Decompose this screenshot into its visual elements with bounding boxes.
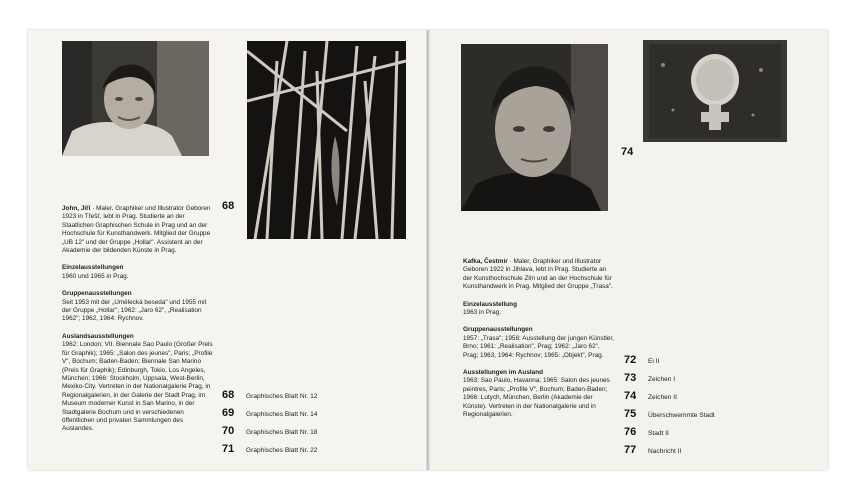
catalog-item: 73 Zeichen I: [624, 372, 676, 384]
section-heading: Gruppenausstellungen: [463, 326, 533, 334]
figure-number-left: 68: [222, 200, 235, 212]
bio-section: Gruppenausstellungen 1957: „Trasa"; 1958: Ausstellung der jungen Künstler, Brno; 1961: „Realisation", Prag; 1962: „Jaro 62", Prag; 1963, 1964: Rychnov; 1965: „Objekt", Prag.: [463, 326, 614, 359]
bio-section: Einzelausstellung 1963 in Prag.: [463, 301, 615, 318]
artist-name: John, Jiří: [62, 205, 91, 212]
catalog-list-right: [624, 354, 715, 462]
bio-section: Gruppenausstellungen Seit 1953 mit der „Umělecká beseda" und 1955 mit der Gruppe „Hollar"; 1962: „Jaro 62", „Realisation 1962"; 1962, 1964: Rychnov.: [62, 290, 214, 324]
section-heading: Auslandsausstellungen: [62, 332, 134, 340]
catalog-item: 72 Ei II: [624, 354, 660, 366]
portrait-photo-kafka: [461, 44, 608, 211]
portrait-photo-john: [62, 41, 209, 156]
catalog-item: 75 Überschwemmte Stadt: [624, 408, 715, 420]
catalog-item: 74 Zeichen II: [624, 390, 677, 402]
book-spine: [426, 30, 430, 470]
catalog-item: 77 Nachricht II: [624, 444, 682, 456]
catalog-item: 71 Graphisches Blatt Nr. 22: [222, 443, 318, 455]
bio-intro: Kafka, Čestmír · Maler, Graphiker und Illustrator Geboren 1922 in Jihlava, lebt in Prag. Studierte an der Kunsthochschule Zlín und an der Hochschule für Kunsthandwerk in Prag. Mitglied der Gruppe „Trasa".: [463, 258, 613, 291]
catalog-item: 68 Graphisches Blatt Nr. 12: [222, 389, 318, 401]
section-heading: Einzelausstellungen: [62, 264, 124, 272]
catalog-item: 69 Graphisches Blatt Nr. 14: [222, 407, 318, 419]
bio-section: Auslandsausstellungen 1962: London; VII. Biennale Sao Paulo (Großer Preis für Graphik); 1965: „Salon des jeunes", Paris; „Profile V", Bochum; Baden-Baden; Biennale San Marino (Preis für Graphik); Edinburgh, Tokio, Los Angeles, München; 1966: Stockholm, Uppsala, West-Berlin, Mexiko-City. Vertreten in der Nationalgalerie Prag, in Regionalgalerien, in der Galerie der Stadt Prag, im Museum moderner Kunst in San Marino, in der Stadtgalerie Bochum und in verschiedenen öffentlichen und privaten Sammlungen des Auslandes.: [62, 332, 213, 433]
artwork-zeichen: [643, 40, 787, 142]
catalog-list-left: [222, 389, 317, 461]
bio-intro: John, Jiří · Maler, Graphiker und Illustrator Geboren 1923 in Třešť, lebt in Prag. Studierte an der Staatlichen Graphischen Schule in Prag und an der Hochschule für Kunsthandwerk. Mitglied der Gruppe „UB 12" und der Gruppe „Hollar". Assistent an der Akademie der bildenden Künste in Prag.: [62, 205, 211, 255]
section-heading: Ausstellungen im Ausland: [463, 369, 544, 377]
artwork-graphisches-blatt: [247, 41, 406, 239]
catalog-item: 76 Stadt II: [624, 426, 669, 438]
figure-number-right: 74: [621, 146, 634, 158]
artist-name: Kafka, Čestmír: [463, 258, 508, 265]
section-heading: Gruppenausstellungen: [62, 290, 132, 298]
section-heading: Einzelausstellung: [463, 300, 517, 308]
bio-kafka: [463, 258, 615, 429]
bio-john: [62, 205, 214, 443]
catalog-item: 70 Graphisches Blatt Nr. 18: [222, 425, 318, 437]
bio-section: Ausstellungen im Ausland 1963: Sao Paulo, Havanna; 1965: Salon des jeunes peintres, Paris; „Profile V", Bochum; Baden-Baden; 1966: Lutych, München, Berlin (Akademie der Künste). Vertreten in der Nationalgalerie und in Regionalgalerien.: [463, 369, 615, 419]
bio-section: Einzelausstellungen 1960 und 1965 in Prag.: [62, 264, 214, 281]
